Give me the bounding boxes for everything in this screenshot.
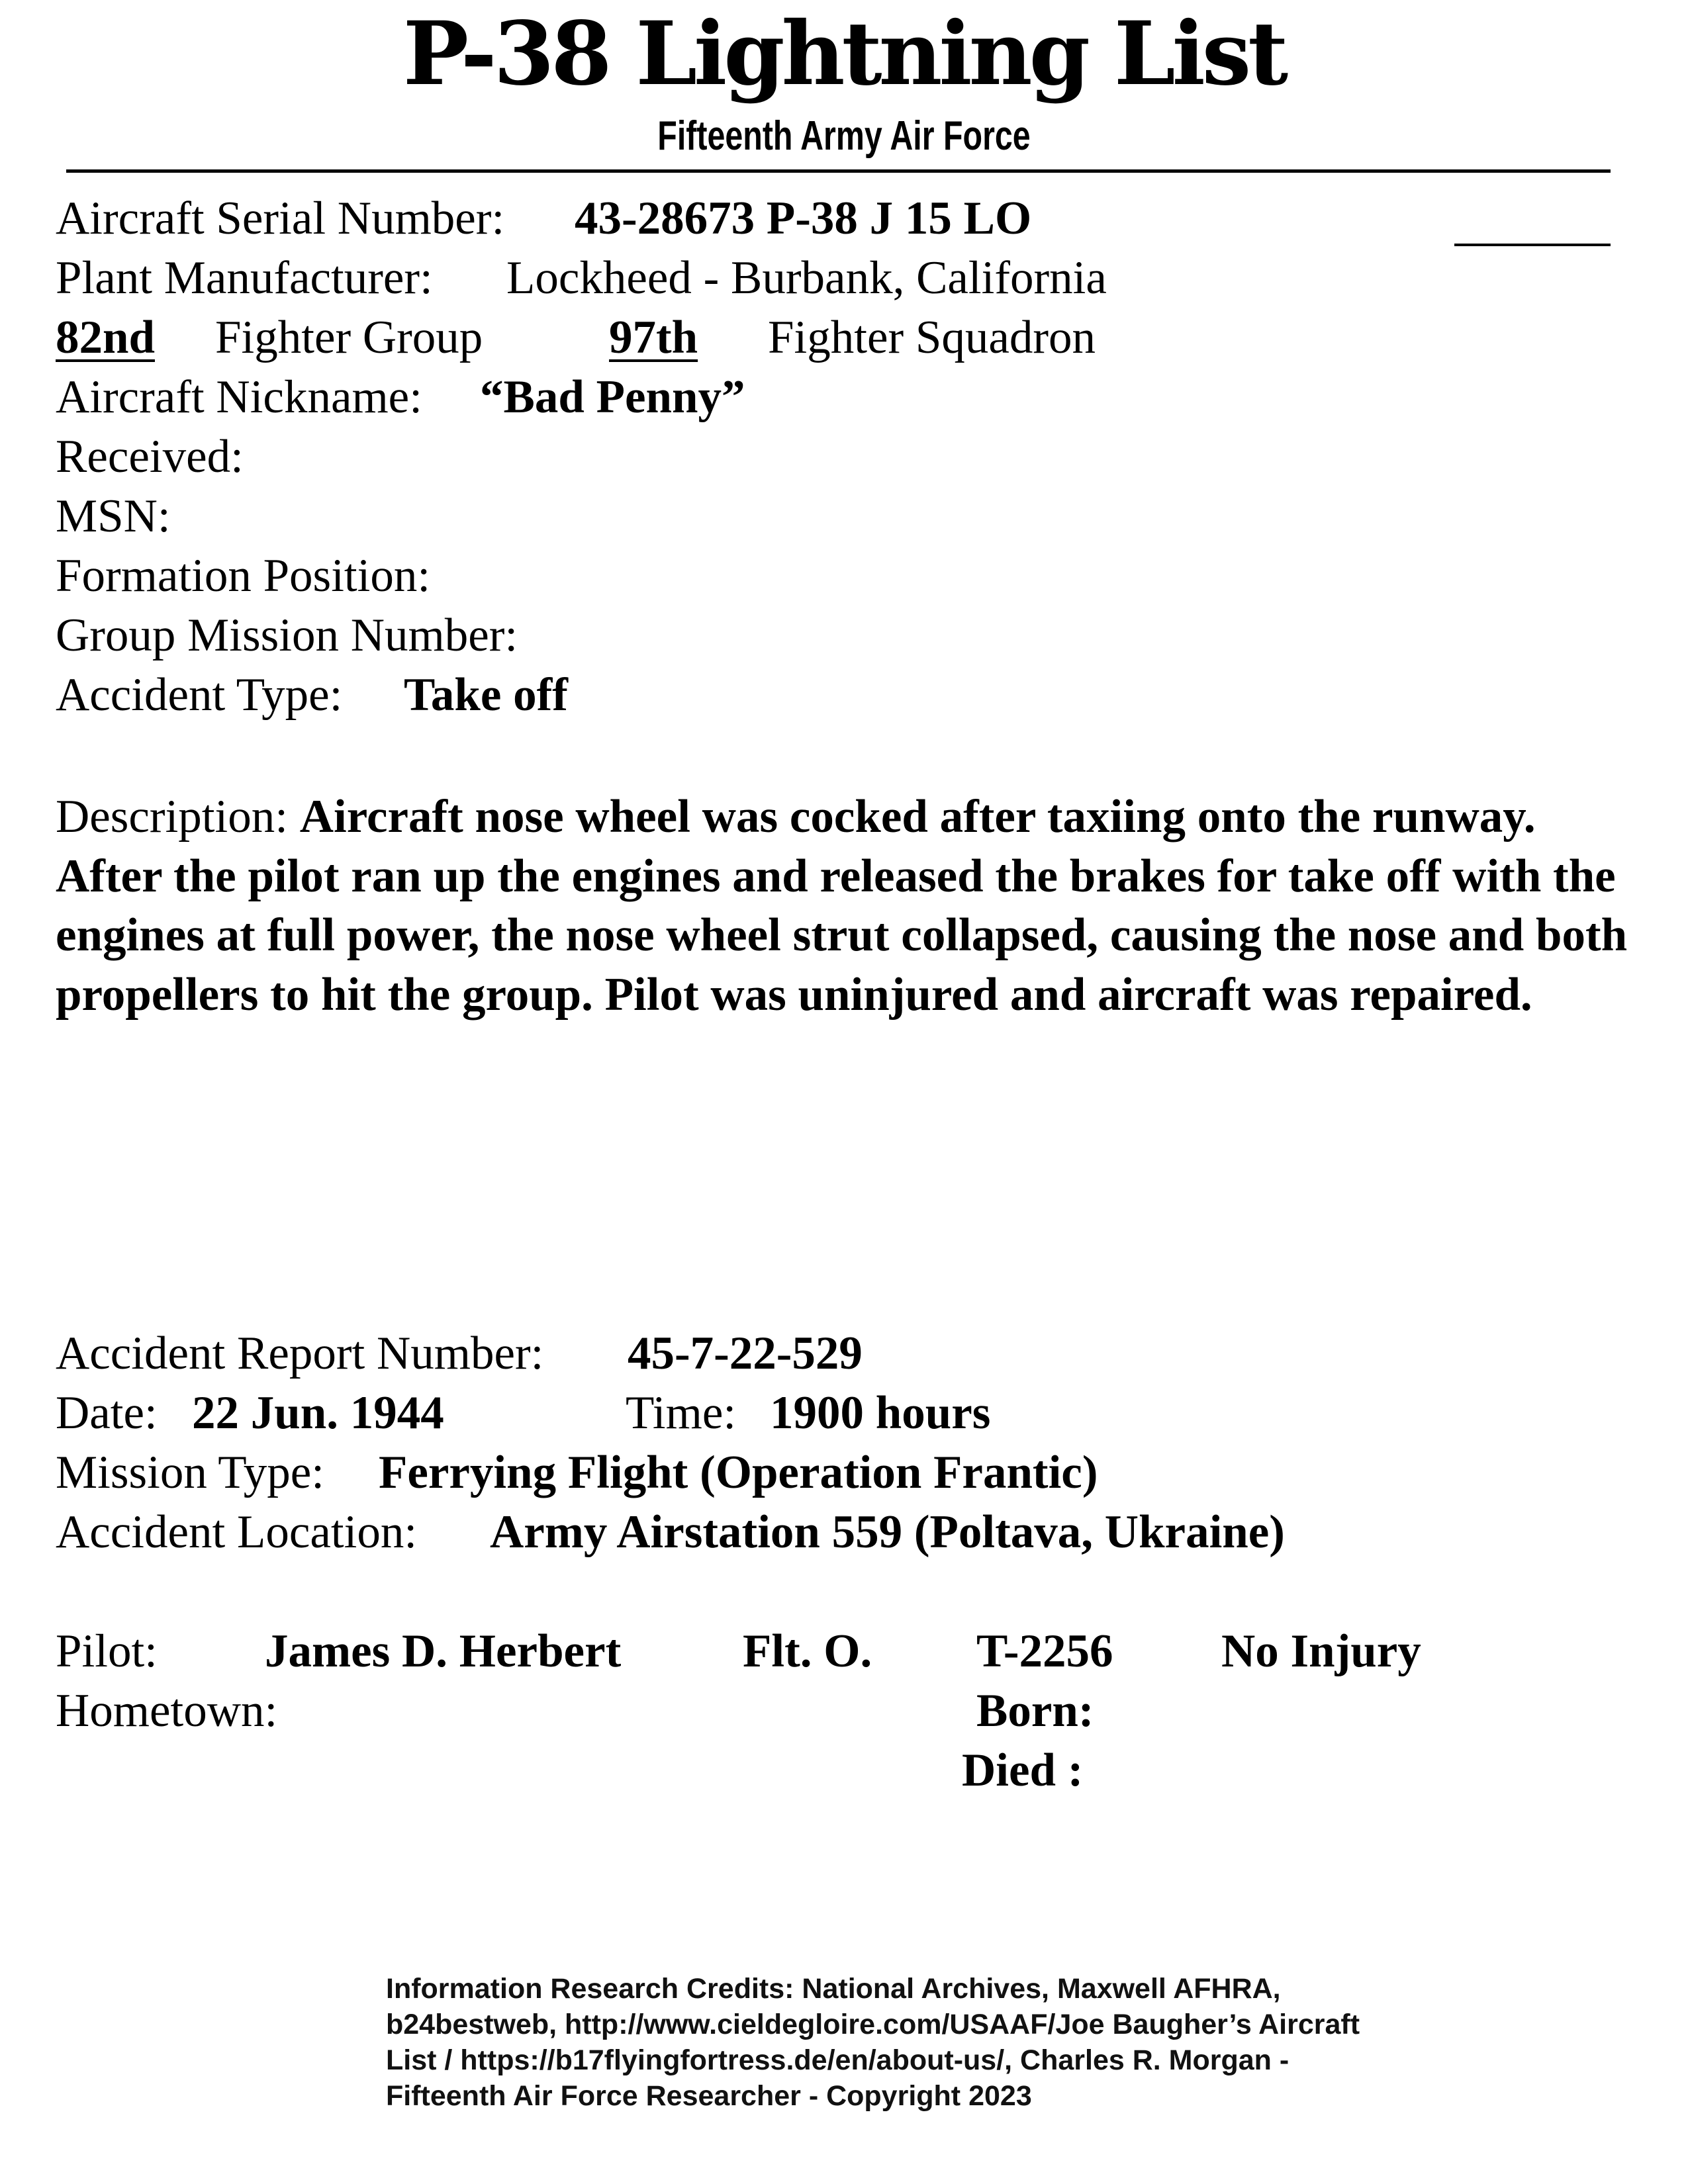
- died-label: Died :: [962, 1745, 1084, 1796]
- date-value: 22 Jun. 1944: [192, 1387, 444, 1439]
- mission-type-value: Ferrying Flight (Operation Frantic): [379, 1447, 1098, 1498]
- pilot-rank: Flt. O.: [743, 1625, 872, 1677]
- pilot-status: No Injury: [1221, 1625, 1421, 1677]
- research-credits: Information Research Credits: National Archives, Maxwell AFHRA, b24bestweb, http://www.cieldegloire.com/USAAF/Joe Baugher’s Aircraft List / https://b17flyingfortress.de/en/about-us/, Charles R. Morgan - Fifteenth Air Force Researcher - Copyright 2023: [386, 1973, 1360, 2112]
- fighter-group-value: 82nd: [56, 312, 155, 363]
- nickname-label: Aircraft Nickname:: [56, 371, 422, 423]
- accident-location-label: Accident Location:: [56, 1506, 418, 1558]
- hometown-label: Hometown:: [56, 1685, 278, 1737]
- mission-type-label: Mission Type:: [56, 1447, 324, 1498]
- report-number-value: 45-7-22-529: [628, 1328, 863, 1379]
- fighter-squadron-value: 97th: [609, 312, 698, 363]
- nickname-value: “Bad Penny”: [480, 371, 745, 423]
- manufacturer-label: Plant Manufacturer:: [56, 252, 433, 304]
- accident-type-value: Take off: [404, 669, 568, 721]
- group-mission-number-label: Group Mission Number:: [56, 610, 518, 661]
- report-number-label: Accident Report Number:: [56, 1328, 544, 1379]
- accident-type-label: Accident Type:: [56, 669, 343, 721]
- description-text: Aircraft nose wheel was cocked after taxiing onto the runway. After the pilot ran up the engines and released the brakes for take off with the engines at full power, the nose wheel strut collapsed, causing the nose and both propellers to hit the group. Pilot was uninjured and aircraft was repaired.: [56, 791, 1628, 1021]
- pilot-name: James D. Herbert: [265, 1625, 622, 1677]
- header-divider: [66, 169, 1611, 173]
- accident-location-value: Army Airstation 559 (Poltava, Ukraine): [490, 1506, 1285, 1558]
- received-label: Received:: [56, 431, 244, 482]
- description-block: [56, 788, 1644, 1024]
- description-label: Description:: [56, 791, 288, 842]
- serial-number-value: 43-28673 P-38 J 15 LO: [575, 193, 1032, 244]
- page-subtitle: Fifteenth Army Air Force: [657, 113, 1031, 159]
- page-title: P-38 Lightning List: [402, 3, 1286, 105]
- blank-line: [1454, 244, 1611, 246]
- time-label: Time:: [626, 1387, 737, 1439]
- pilot-serial: T-2256: [976, 1625, 1113, 1677]
- formation-position-label: Formation Position:: [56, 550, 431, 602]
- pilot-label: Pilot:: [56, 1625, 158, 1677]
- serial-number-label: Aircraft Serial Number:: [56, 193, 505, 244]
- fighter-squadron-label: Fighter Squadron: [768, 312, 1096, 363]
- date-label: Date:: [56, 1387, 158, 1439]
- msn-label: MSN:: [56, 490, 171, 542]
- manufacturer-value: Lockheed - Burbank, California: [506, 252, 1107, 304]
- time-value: 1900 hours: [770, 1387, 991, 1439]
- born-label: Born:: [976, 1685, 1094, 1737]
- fighter-group-label: Fighter Group: [215, 312, 483, 363]
